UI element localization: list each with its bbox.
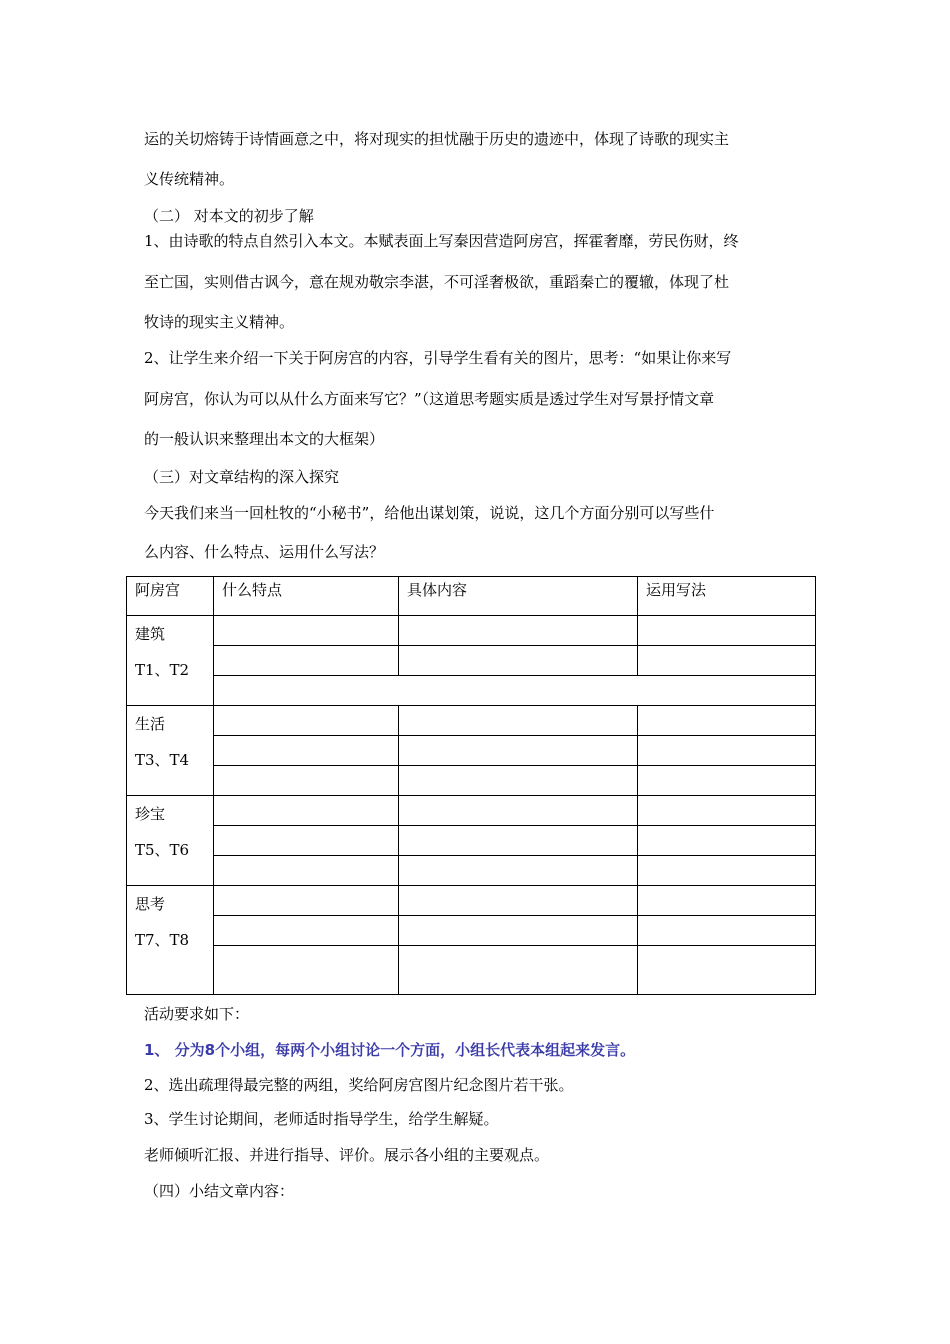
table-cell[interactable] <box>399 796 638 826</box>
row-label <box>127 796 214 886</box>
paragraph-line: 至亡国，实则借古讽今，意在规劝敬宗李湛，不可淫奢极欲，重蹈秦亡的覆辙，体现了杜 <box>144 273 730 291</box>
table-cell[interactable] <box>399 946 638 995</box>
table-cell[interactable] <box>638 916 816 946</box>
section-heading: （四）小结文章内容： <box>144 1182 295 1200</box>
paragraph-line: 1、由诗歌的特点自然引入本文。本赋表面上写秦因营造阿房宫，挥霍奢靡，劳民伤财，终 <box>144 232 739 250</box>
section-heading: （三）对文章结构的深入探究 <box>144 468 340 486</box>
table-cell[interactable] <box>399 826 638 856</box>
paragraph-line: 牧诗的现实主义精神。 <box>144 313 295 331</box>
table-cell[interactable] <box>638 886 816 916</box>
table-row <box>127 646 816 676</box>
table-cell[interactable] <box>638 946 816 995</box>
table-cell[interactable] <box>214 916 399 946</box>
table-cell[interactable] <box>214 616 399 646</box>
group-tasks: T5、T6 <box>135 841 190 859</box>
table-cell[interactable] <box>638 706 816 736</box>
table-cell[interactable] <box>399 916 638 946</box>
paragraph-line: 活动要求如下： <box>144 1005 250 1023</box>
table-row <box>127 676 816 706</box>
group-name: 生活 <box>135 715 166 733</box>
table-row <box>127 826 816 856</box>
table-row <box>127 766 816 796</box>
table-cell[interactable] <box>399 886 638 916</box>
paragraph-line: 阿房宫，你认为可以从什么方面来写它？”（这道思考题实质是透过学生对写景抒情文章 <box>144 390 715 408</box>
table-cell[interactable] <box>399 766 638 796</box>
table-row <box>127 856 816 886</box>
table-cell[interactable] <box>214 856 399 886</box>
table-row <box>127 616 816 646</box>
paragraph-line: 的一般认识来整理出本文的大框架） <box>144 430 385 448</box>
group-tasks: T3、T4 <box>135 751 190 769</box>
table-row <box>127 946 816 995</box>
group-name: 建筑 <box>135 625 166 643</box>
table-row <box>127 706 816 736</box>
table-header: 具体内容 <box>399 577 638 616</box>
table-header-row <box>127 577 816 616</box>
table-cell[interactable] <box>399 646 638 676</box>
table-cell[interactable] <box>638 616 816 646</box>
table-cell[interactable] <box>399 616 638 646</box>
table-cell[interactable] <box>214 646 399 676</box>
table-cell[interactable] <box>399 736 638 766</box>
table-cell[interactable] <box>214 946 399 995</box>
table-header: 运用写法 <box>638 577 816 616</box>
table-cell[interactable] <box>214 826 399 856</box>
paragraph-line: 2、让学生来介绍一下关于阿房宫的内容，引导学生看有关的图片，思考：“如果让你来写 <box>144 349 732 367</box>
group-tasks: T1、T2 <box>135 661 190 679</box>
table-cell[interactable] <box>638 826 816 856</box>
table-cell[interactable] <box>214 766 399 796</box>
analysis-table <box>126 576 816 995</box>
table-row <box>127 916 816 946</box>
row-label <box>127 706 214 796</box>
table-cell[interactable] <box>214 886 399 916</box>
table-cell[interactable] <box>214 706 399 736</box>
table-cell[interactable] <box>638 736 816 766</box>
table-cell[interactable] <box>638 766 816 796</box>
table-row <box>127 886 816 916</box>
row-label <box>127 886 214 995</box>
paragraph-line: 今天我们来当一回杜牧的“小秘书”，给他出谋划策，说说，这几个方面分别可以写些什 <box>144 504 715 522</box>
table-cell[interactable] <box>399 856 638 886</box>
group-tasks: T7、T8 <box>135 931 190 949</box>
table-cell[interactable] <box>214 796 399 826</box>
paragraph-line: 老师倾听汇报、并进行指导、评价。展示各小组的主要观点。 <box>144 1146 550 1164</box>
paragraph-line: 3、学生讨论期间，老师适时指导学生，给学生解疑。 <box>144 1110 499 1128</box>
table-cell[interactable] <box>214 676 816 706</box>
table-cell[interactable] <box>399 706 638 736</box>
table-header: 阿房宫 <box>127 577 214 616</box>
table-row <box>127 736 816 766</box>
row-label <box>127 616 214 706</box>
section-heading: （二） 对本文的初步了解 <box>144 207 314 225</box>
group-name: 珍宝 <box>135 805 166 823</box>
paragraph-line: 义传统精神。 <box>144 170 235 188</box>
table-cell[interactable] <box>214 736 399 766</box>
table-row <box>127 796 816 826</box>
table-cell[interactable] <box>638 796 816 826</box>
group-name: 思考 <box>135 895 166 913</box>
table-cell[interactable] <box>638 646 816 676</box>
paragraph-line: 运的关切熔铸于诗情画意之中，将对现实的担忧融于历史的遗迹中，体现了诗歌的现实主 <box>144 130 730 148</box>
table-header: 什么特点 <box>214 577 399 616</box>
highlighted-requirement: 1、 分为8个小组，每两个小组讨论一个方面，小组长代表本组起来发言。 <box>144 1041 636 1059</box>
paragraph-line: 么内容、什么特点、运用什么写法？ <box>144 543 385 561</box>
paragraph-line: 2、选出疏理得最完整的两组，奖给阿房宫图片纪念图片若干张。 <box>144 1076 574 1094</box>
table-cell[interactable] <box>638 856 816 886</box>
